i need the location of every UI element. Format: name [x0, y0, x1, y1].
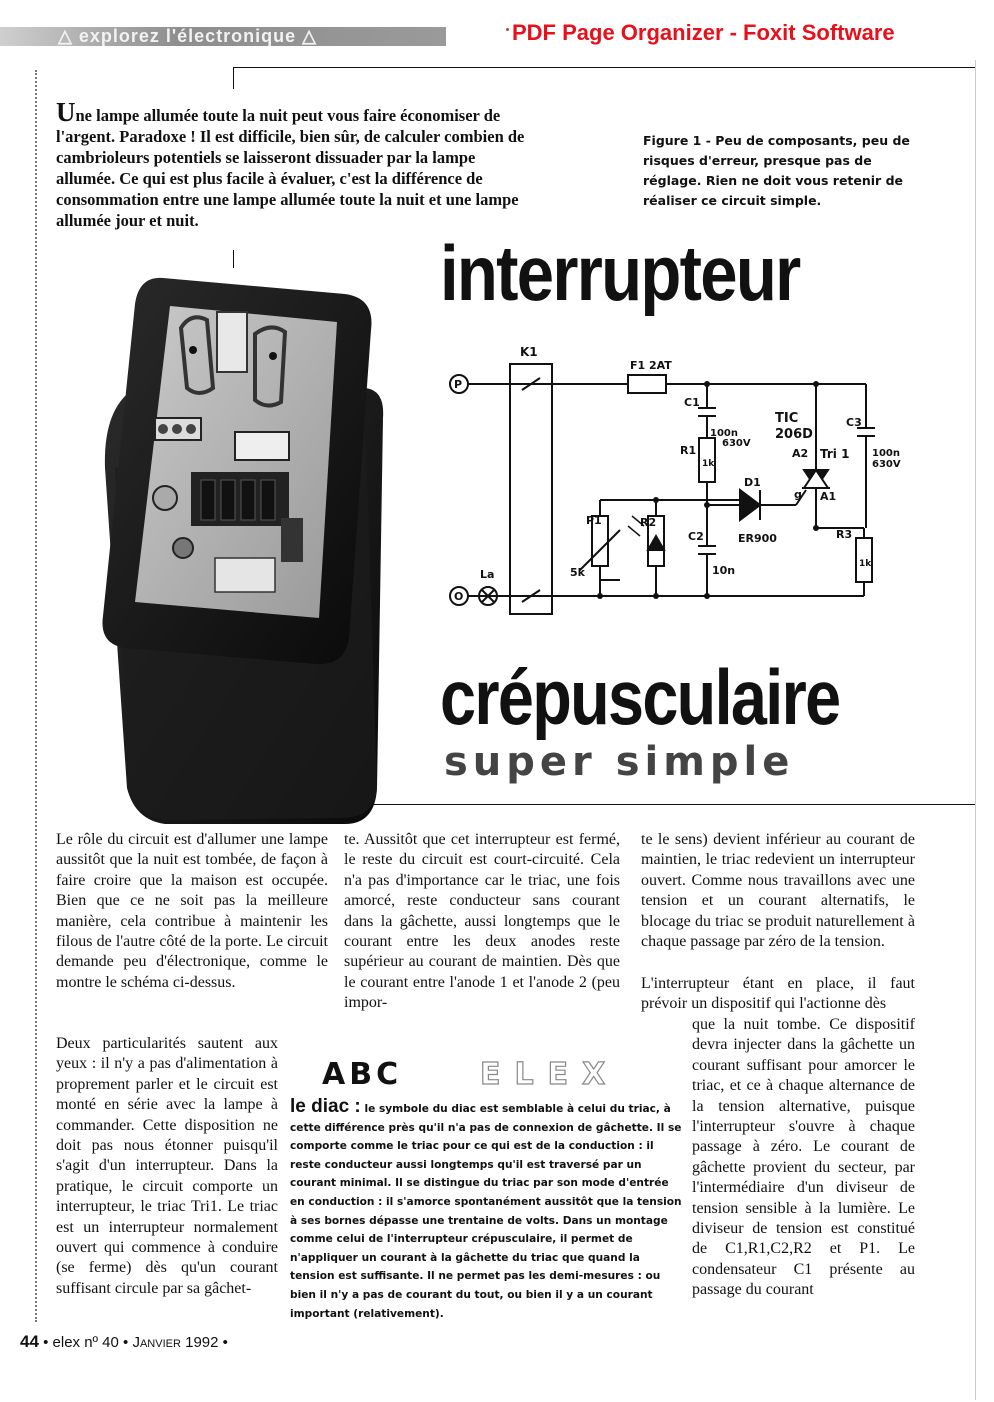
schem-label-c1-val1: 100n	[710, 428, 738, 439]
diac-text: le symbole du diac est semblable à celui du triac, à cette différence près qu'il n'a pas de connexion de gâchette. Il se comporte comme le triac pour ce qui est de la conduction : il reste conducteur aussi longtemps qu'il est traversé par un courant minimal. Il se distingue du triac par son mode d'entrée en conduction : il s'amorce spontanément aussitôt que la tension à ses bornes dépasse une trentaine de volts. Dans un montage comme celui de l'interrupteur crépusculaire, il permet de n'appliquer un courant à la gâchette du triac que quand la tension est suffisante. Il ne permet pas les demi-mesures : ou bien il n'y a pas de courant du tout, ou bien il y a un courant important (relativement).	[290, 1103, 682, 1320]
intro-dropcap: U	[56, 97, 76, 127]
body-col3-para2: L'interrupteur étant en place, il faut prévoir un dispositif qui l'actionne dès	[641, 975, 915, 1013]
body-col3-para1: te le sens) devient inférieur au courant de maintien, le triac redevient un interrupteur ouvert. Comme nous travaillons avec une tension et un courant alternatifs, le blocage du triac se produit naturellement à chaque passage par zéro de la tension.	[641, 831, 915, 951]
schem-label-er900: ER900	[738, 532, 777, 545]
elex-logo-text: ELEX	[480, 1057, 620, 1092]
diac-sidebar	[290, 1098, 682, 1323]
body-col1-para1: Le rôle du circuit est d'allumer une lampe aussitôt que la nuit est tombée, de façon à faire croire que la maison est occupée. Bien que ce ne soit pas la meilleure manière, cela contribue à maintenir les filous de l'autre côté de la porte. Le circuit demande peu d'électronique, comme le montre le schéma ci-dessus.	[56, 831, 328, 991]
body-col2-para1: te. Aussitôt que cet interrupteur est fermé, le reste du circuit est court-circuité. Cela n'a pas d'importance car le triac, une fois amorcé, reste conducteur sans courant dans la gâchette, aussi longtemps que le courant entre les deux anodes reste supérieur au courant de maintien. Dès que le courant entre l'anode 1 et l'anode 2 (peu impor-	[344, 831, 620, 1012]
schem-label-c3-val1: 100n	[872, 448, 900, 459]
page-footer	[20, 1332, 228, 1352]
schem-label-f1: F1 2AT	[630, 359, 672, 372]
footer-month: Janvier	[132, 1334, 181, 1351]
abc-logo-text: ABC	[322, 1057, 403, 1092]
watermark-dot	[506, 28, 509, 31]
schem-label-g: g	[794, 488, 802, 501]
device-photo	[95, 268, 385, 828]
intro-text: ne lampe allumée toute la nuit peut vous faire économiser de l'argent. Paradoxe ! Il est difficile, bien sûr, de calculer combien de cambrioleurs potentiels se laisseront dissuader par la lampe allumée. Ce qui est plus facile à évaluer, c'est la différence de consommation entre une lampe allumée toute la nuit et une lampe allumée jour et nuit.	[56, 106, 525, 230]
schem-label-r3: R3	[836, 528, 853, 541]
schem-label-r1: R1	[680, 444, 697, 457]
schem-label-d1: D1	[744, 476, 761, 489]
body-col3-para3: que la nuit tombe. Ce dispositif devra injecter dans la gâchette un courant suffisant pour amorcer le triac, et ce à chaque alternance de la tension alternative, puisque l'interrupteur s'ouvre à chaque passage à zéro. Le courant de gâchette provient du secteur, par l'intermédiaire d'un diviseur de tension sensible à la lumière. Le diviseur de tension est constitué de C1,R1,C2,R2 et P1. Le condensateur C1 présente au passage du courant	[692, 1016, 915, 1299]
circuit-schematic	[440, 340, 920, 620]
abc-elex-logo	[290, 1050, 688, 1096]
footer-magazine: • elex nº 40 •	[43, 1334, 129, 1351]
intro-paragraph	[56, 97, 526, 231]
title-frame-top	[233, 67, 975, 68]
schem-label-r1-val: 1k	[702, 459, 715, 469]
schem-label-p1-val: 5k	[570, 566, 585, 579]
schem-label-c1: C1	[684, 396, 700, 409]
schem-label-c3: C3	[846, 416, 862, 429]
section-header: △ explorez l'électronique △	[58, 26, 318, 46]
page-number: 44	[20, 1332, 39, 1351]
title-line-2: crépusculaire	[440, 653, 840, 741]
schem-label-o: O	[454, 590, 464, 603]
schem-label-p: P	[454, 378, 463, 391]
schem-label-c2: C2	[688, 530, 704, 543]
title-line-3: super simple	[444, 739, 795, 785]
schem-label-r2: R2	[640, 516, 657, 529]
schem-label-tri1: Tri 1	[820, 447, 850, 461]
schem-label-c3-val2: 630V	[872, 459, 901, 470]
schem-label-a1: A1	[820, 490, 837, 503]
schem-label-c1-val2: 630V	[722, 438, 751, 449]
watermark-text: PDF Page Organizer - Foxit Software	[512, 20, 895, 45]
title-frame-left-mid	[233, 250, 234, 268]
title-line-1: interrupteur	[440, 229, 800, 317]
body-col1-para2: Deux particularités sautent aux yeux : il n'y a pas d'alimentation à proprement parler et le circuit est monté en série avec la lampe à commander. Cette disposition ne doit pas nous étonner puisqu'il s'agit d'un interrupteur. Dans la pratique, le circuit comporte un interrupteur, le triac Tri1. Le triac est un interrupteur normalement ouvert qui commence à conduire (se ferme) dès qu'un courant suffisant circule par sa gâchet-	[56, 1035, 278, 1297]
schem-label-k1: K1	[520, 345, 538, 359]
schem-label-r3-val: 1k	[859, 559, 872, 569]
figure-caption: Figure 1 - Peu de composants, peu de risques d'erreur, presque pas de réglage. Rien ne doit vous retenir de réaliser ce circuit simple.	[643, 133, 910, 208]
schem-label-la: La	[480, 568, 495, 581]
schem-label-a2: A2	[792, 447, 809, 460]
schem-label-tic: TIC	[775, 411, 799, 426]
margin-dotted-rule	[35, 70, 37, 1322]
schem-label-p1: P1	[586, 514, 602, 527]
schem-label-c2-val: 10n	[712, 564, 736, 577]
schem-label-tic2: 206D	[775, 427, 813, 442]
footer-year: 1992 •	[185, 1334, 228, 1351]
title-frame-left-top	[233, 67, 234, 89]
page-right-edge	[975, 60, 976, 1400]
diac-term: le diac :	[290, 1096, 361, 1117]
